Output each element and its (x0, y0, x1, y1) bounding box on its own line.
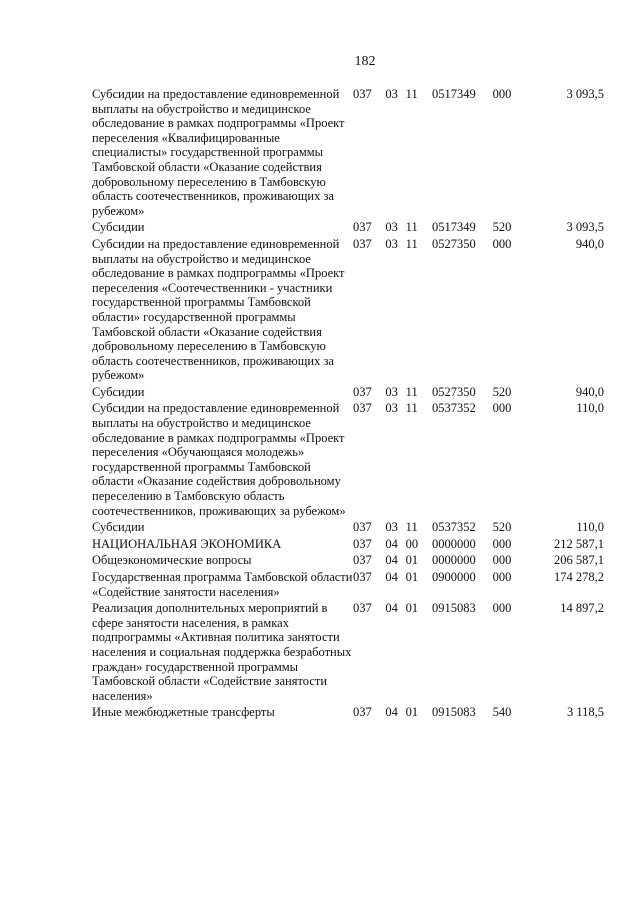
row-rz-code: 04 (385, 536, 398, 551)
table-row (92, 399, 604, 518)
row-csr-code: 0915083 (431, 601, 476, 616)
row-rz-code: 03 (385, 220, 398, 235)
table-row (92, 535, 604, 552)
row-csr-code: 0537352 (431, 520, 476, 535)
row-sum: 940,0 (575, 236, 604, 251)
row-rz-code: 04 (385, 601, 398, 616)
row-name: Субсидии на предоставление единовременной выплаты на обустройство и медицинское обследование в рамках подпрограммы «Проект переселения «Соотечественники - участники государственной программы Тамбовской области» государственной программы Тамбовской области «Оказание содействия добровольному переселению в Тамбовскую область соотечественников, проживающих за рубежом» (92, 236, 345, 383)
row-rz-code: 04 (385, 570, 398, 584)
row-name: Субсидии (92, 220, 145, 235)
row-name: Иные межбюджетные трансферты (92, 705, 275, 720)
table-row (92, 218, 604, 235)
row-ved-code: 037 (353, 87, 372, 101)
table-row (92, 551, 604, 568)
row-pr-code: 11 (405, 87, 418, 101)
row-sum: 110,0 (576, 520, 604, 535)
row-csr-code: 0537352 (431, 401, 476, 416)
row-name: Субсидии на предоставление единовременной выплаты на обустройство и медицинское обследование в рамках подпрограммы «Проект переселения «Квалифицированные специалисты» государственной программы Тамбовской области «Оказание содействия добровольному переселению в Тамбовскую область соотечественников, проживающих за рубежом» (92, 87, 345, 218)
row-rz-code: 03 (385, 520, 398, 535)
row-ved-code: 037 (353, 553, 372, 568)
row-ved-code: 037 (353, 401, 372, 416)
row-vr-code: 520 (492, 384, 512, 399)
row-rz-code: 04 (385, 705, 398, 720)
row-vr-code: 000 (492, 87, 512, 101)
row-sum: 14 897,2 (560, 601, 604, 616)
row-pr-code: 11 (405, 220, 418, 235)
row-sum: 110,0 (576, 401, 604, 416)
table-row (92, 518, 604, 535)
row-ved-code: 037 (353, 236, 372, 251)
row-csr-code: 0517349 (431, 220, 476, 235)
row-ved-code: 037 (353, 220, 372, 235)
budget-table (92, 87, 604, 720)
row-name: Реализация дополнительных мероприятий в сфере занятости населения, в рамках подпрограммы «Активная политика занятости населения и социальная поддержка безработных граждан» государственной программы Тамбовской области «Содействие занятости населения» (92, 601, 352, 703)
row-csr-code: 0915083 (431, 705, 476, 720)
row-rz-code: 03 (385, 87, 398, 101)
row-csr-code: 0000000 (431, 553, 476, 568)
row-rz-code: 04 (385, 553, 398, 568)
row-rz-code: 03 (385, 236, 398, 251)
row-pr-code: 11 (405, 384, 418, 399)
row-pr-code: 01 (405, 570, 419, 584)
row-name: НАЦИОНАЛЬНАЯ ЭКОНОМИКА (92, 536, 282, 551)
row-pr-code: 00 (405, 536, 419, 551)
row-csr-code: 0527350 (431, 236, 476, 251)
row-vr-code: 000 (492, 536, 512, 551)
row-name: Субсидии (92, 384, 145, 399)
row-vr-code: 000 (492, 236, 512, 251)
row-rz-code: 03 (385, 401, 398, 416)
table-row (92, 383, 604, 400)
row-name: Субсидии на предоставление единовременной выплаты на обустройство и медицинское обследование в рамках подпрограммы «Проект переселения «Обучающаяся молодежь» государственной программы Тамбовской области «Оказание содействия добровольному переселению в Тамбовскую область соотечественников, проживающих за рубежом» (92, 401, 346, 518)
row-csr-code: 0900000 (431, 570, 476, 584)
row-name: Общеэкономические вопросы (92, 553, 252, 568)
table-row (92, 568, 604, 599)
table-row (92, 703, 604, 720)
row-sum: 3 093,5 (566, 87, 604, 101)
row-pr-code: 11 (405, 236, 418, 251)
row-csr-code: 0527350 (431, 384, 476, 399)
row-sum: 940,0 (575, 384, 604, 399)
row-sum: 174 278,2 (554, 570, 604, 584)
row-vr-code: 000 (492, 401, 512, 416)
row-vr-code: 000 (492, 601, 512, 616)
table-row (92, 87, 604, 218)
row-pr-code: 11 (405, 401, 418, 416)
row-pr-code: 01 (405, 601, 419, 616)
row-rz-code: 03 (385, 384, 398, 399)
row-pr-code: 01 (405, 705, 419, 720)
row-ved-code: 037 (353, 384, 372, 399)
row-name: Государственная программа Тамбовской области «Содействие занятости населения» (92, 570, 353, 599)
row-sum: 3 093,5 (566, 220, 604, 235)
row-ved-code: 037 (353, 601, 372, 616)
row-ved-code: 037 (353, 536, 372, 551)
row-ved-code: 037 (353, 570, 372, 584)
row-pr-code: 01 (405, 553, 419, 568)
row-csr-code: 0517349 (431, 87, 476, 101)
row-vr-code: 540 (492, 705, 512, 720)
row-pr-code: 11 (405, 520, 418, 535)
row-vr-code: 520 (492, 220, 512, 235)
row-sum: 212 587,1 (554, 536, 604, 551)
budget-table-body (92, 87, 604, 720)
row-vr-code: 000 (492, 570, 512, 584)
row-ved-code: 037 (353, 520, 372, 535)
row-name: Субсидии (92, 520, 145, 535)
row-ved-code: 037 (353, 705, 372, 720)
row-sum: 3 118,5 (566, 705, 604, 720)
row-vr-code: 520 (492, 520, 512, 535)
table-row (92, 235, 604, 383)
row-sum: 206 587,1 (554, 553, 604, 568)
table-row (92, 599, 604, 703)
page-number: 182 (354, 54, 376, 69)
row-csr-code: 0000000 (431, 536, 476, 551)
row-vr-code: 000 (492, 553, 512, 568)
